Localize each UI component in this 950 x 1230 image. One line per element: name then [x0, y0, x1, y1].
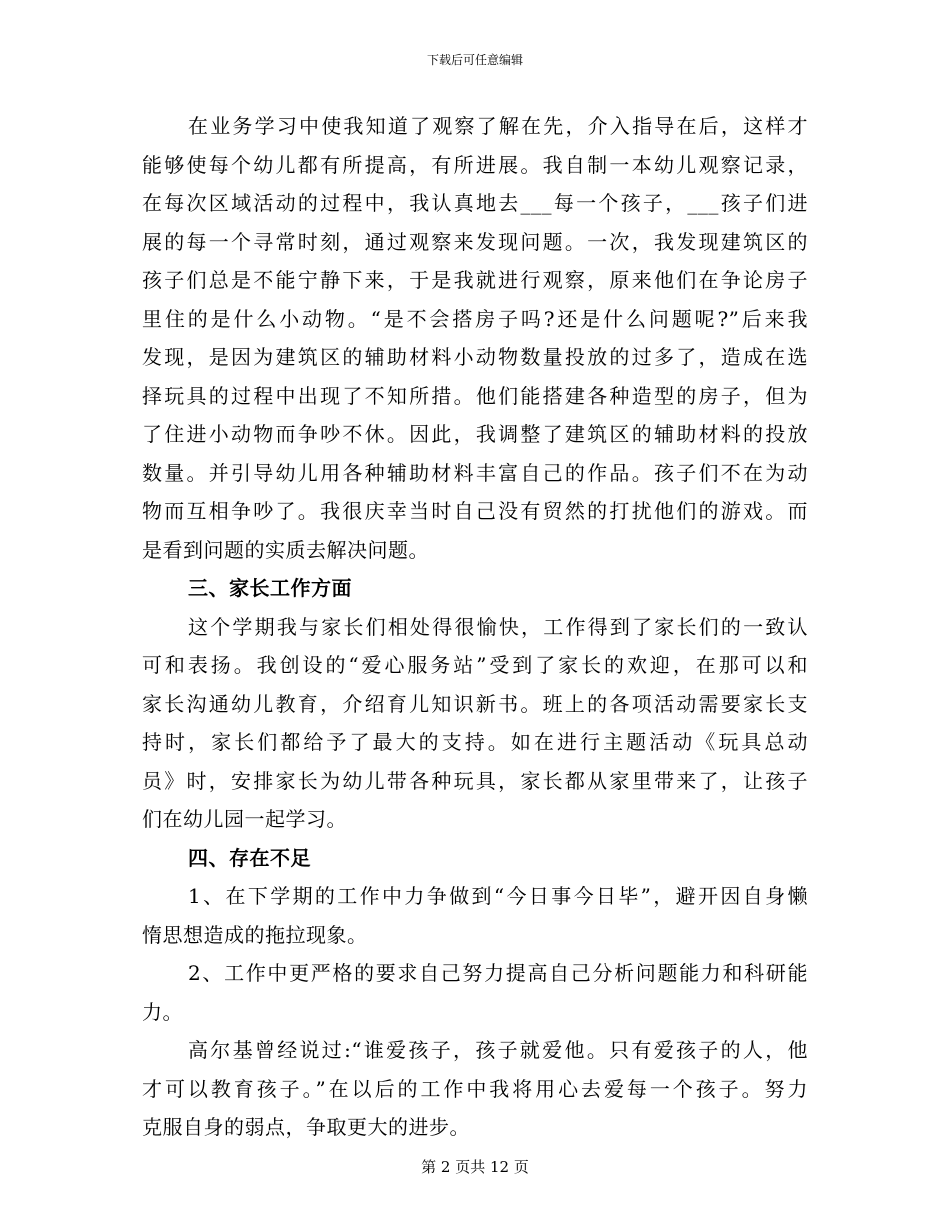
text-line: 这个学期我与家长们相处得很愉快，工作得到了家长们的一致认	[188, 614, 808, 639]
text-line: 员》时，安排家长为幼儿带各种玩具，家长都从家里带来了，让孩子	[142, 768, 808, 793]
text-line: 是看到问题的实质去解决问题。	[142, 537, 429, 562]
text-line: 能够使每个幼儿都有所提高，有所进展。我自制一本幼儿观察记录，	[142, 152, 808, 177]
shortcoming-item-1	[142, 877, 808, 954]
text-line: 力。	[142, 999, 183, 1024]
text-line: 了住进小动物而争吵不休。因此，我调整了建筑区的辅助材料的投放	[142, 422, 808, 446]
text-line: 可和表扬。我创设的“爱心服务站”受到了家长的欢迎，在那可以和	[142, 653, 808, 677]
text-line: 在业务学习中使我知道了观察了解在先，介入指导在后，这样才	[188, 114, 808, 138]
text-line: 高尔基曾经说过:“谁爱孩子，孩子就爱他。只有爱孩子的人，他	[188, 1038, 808, 1062]
text-line: 孩子们总是不能宁静下来，于是我就进行观察，原来他们在争论房子	[142, 268, 808, 292]
text-line: 才可以教育孩子。”在以后的工作中我将用心去爱每一个孩子。努力	[142, 1076, 808, 1101]
page-footer: 第 2 页共 12 页	[421, 1158, 529, 1176]
text-line: 家长沟通幼儿教育，介绍育儿知识新书。班上的各项活动需要家长支	[142, 691, 808, 716]
paragraph-closing-quote	[142, 1031, 808, 1147]
document-body	[142, 107, 808, 1147]
text-line: 克服自身的弱点，争取更大的进步。	[142, 1115, 470, 1139]
text-line: 数量。并引导幼儿用各种辅助材料丰富自己的作品。孩子们不在为动	[142, 460, 808, 485]
paragraph-observation	[142, 107, 808, 569]
text-line: 择玩具的过程中出现了不知所措。他们能搭建各种造型的房子，但为	[142, 383, 808, 408]
text-line: 们在幼儿园一起学习。	[142, 807, 347, 831]
section-heading-parent-work: 三、家长工作方面	[188, 576, 352, 600]
text-line: 在每次区域活动的过程中，我认真地去___每一个孩子，___孩子们进	[142, 191, 808, 215]
text-line: 里住的是什么小动物。“是不会搭房子吗?还是什么问题呢?”后来我	[142, 306, 808, 331]
text-line: 展的每一个寻常时刻，通过观察来发现问题。一次，我发现建筑区的	[142, 229, 808, 254]
paragraph-parent-work	[142, 608, 808, 839]
text-line: 惰思想造成的拖拉现象。	[142, 922, 368, 947]
text-line: 1、在下学期的工作中力争做到“今日事今日毕”，避开因自身懒	[188, 884, 808, 908]
page-header: 下载后可任意编辑	[426, 53, 523, 67]
text-line: 持时，家长们都给予了最大的支持。如在进行主题活动《玩具总动	[142, 730, 808, 754]
text-line: 物而互相争吵了。我很庆幸当时自己没有贸然的打扰他们的游戏。而	[142, 499, 808, 523]
text-line: 2、工作中更严格的要求自己努力提高自己分析问题能力和科研能	[188, 961, 808, 985]
shortcoming-item-2	[142, 954, 808, 1031]
text-line: 发现，是因为建筑区的辅助材料小动物数量投放的过多了，造成在选	[142, 345, 808, 369]
section-heading-shortcomings: 四、存在不足	[188, 845, 311, 870]
